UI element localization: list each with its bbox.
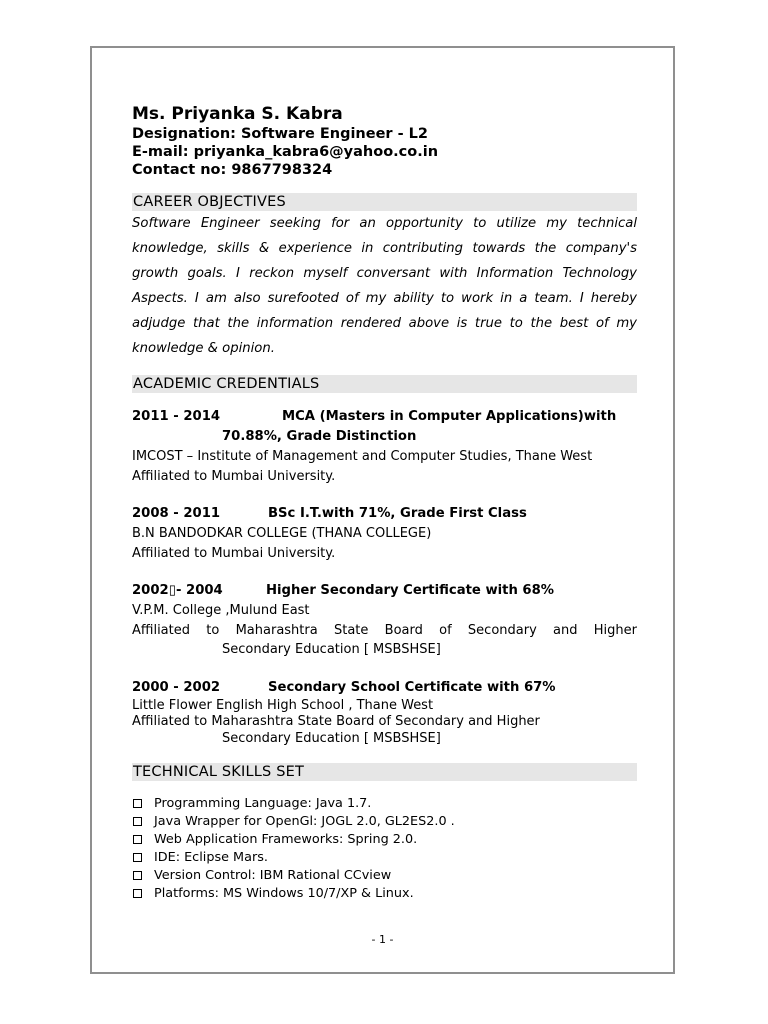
education-entry-mca	[132, 407, 637, 486]
list-item: Web Application Frameworks: Spring 2.0.	[132, 831, 637, 849]
list-item: Platforms: MS Windows 10/7/XP & Linux.	[132, 885, 637, 903]
education-degree: Higher Secondary Certificate with 68%	[266, 583, 554, 598]
designation: Designation: Software Engineer - L2	[132, 126, 429, 142]
education-entry-bsc	[132, 504, 637, 563]
education-years: 2011 - 2014	[132, 409, 221, 424]
education-degree: Secondary School Certificate with 67%	[268, 679, 556, 695]
list-item: IDE: Eclipse Mars.	[132, 849, 637, 867]
checkbox-bullet-icon	[133, 835, 142, 844]
list-item: Programming Language: Java 1.7.	[132, 795, 637, 813]
education-degree: MCA (Masters in Computer Applications)with	[282, 409, 617, 424]
resume-content	[132, 104, 637, 903]
education-entry-ssc	[132, 678, 637, 748]
checkbox-bullet-icon	[133, 853, 142, 862]
education-years: 2008 - 2011	[132, 506, 221, 521]
education-years: 2000 - 2002	[132, 679, 221, 695]
education-affiliation: Affiliated to Mumbai University.	[132, 468, 336, 484]
checkbox-bullet-icon	[133, 799, 142, 808]
career-objectives-text: Software Engineer seeking for an opportunity to utilize my technical knowledge, skills & experience in contributing towards the company's growth goals. I reckon myself conversant with Information Technology Aspects. I am also surefooted of my ability to work in a team. I hereby adjudge that the information rendered above is true to the best of my knowledge & opinion.	[132, 216, 637, 356]
education-institute: B.N BANDODKAR COLLEGE (THANA COLLEGE)	[132, 526, 432, 541]
education-affiliation-cont: Secondary Education [ MSBSHSE]	[222, 642, 441, 657]
education-institute: IMCOST – Institute of Management and Computer Studies, Thane West	[132, 449, 593, 464]
education-affiliation: Affiliated to Maharashtra State Board of Secondary and Higher	[132, 714, 540, 729]
education-degree-cont: 70.88%, Grade Distinction	[222, 429, 417, 444]
academic-credentials-heading: ACADEMIC CREDENTIALS	[132, 375, 637, 393]
education-affiliation-cont: Secondary Education [ MSBSHSE]	[222, 730, 441, 746]
checkbox-bullet-icon	[133, 871, 142, 880]
education-years: 2002▯- 2004	[132, 583, 223, 598]
candidate-name: Ms. Priyanka S. Kabra	[132, 104, 343, 124]
education-institute: V.P.M. College ,Mulund East	[132, 603, 310, 618]
education-affiliation: Affiliated to Mumbai University.	[132, 545, 336, 561]
checkbox-bullet-icon	[133, 817, 142, 826]
career-objectives-heading: CAREER OBJECTIVES	[132, 193, 637, 211]
email: E-mail: priyanka_kabra6@yahoo.co.in	[132, 144, 439, 160]
education-degree: BSc I.T.with 71%, Grade First Class	[268, 506, 527, 521]
technical-skills-heading: TECHNICAL SKILLS SET	[132, 763, 637, 781]
skills-list	[132, 795, 637, 903]
checkbox-bullet-icon	[133, 889, 142, 898]
list-item: Java Wrapper for OpenGl: JOGL 2.0, GL2ES2.0 .	[132, 813, 637, 831]
education-institute: Little Flower English High School , Thane West	[132, 697, 434, 713]
page-number: - 1 -	[371, 933, 394, 946]
contact-number: Contact no: 9867798324	[132, 162, 333, 178]
education-affiliation: Affiliated to Maharashtra State Board of Secondary and Higher	[132, 622, 637, 638]
resume-page	[90, 46, 675, 974]
education-entry-hsc	[132, 581, 637, 660]
list-item: Version Control: IBM Rational CCview	[132, 867, 637, 885]
